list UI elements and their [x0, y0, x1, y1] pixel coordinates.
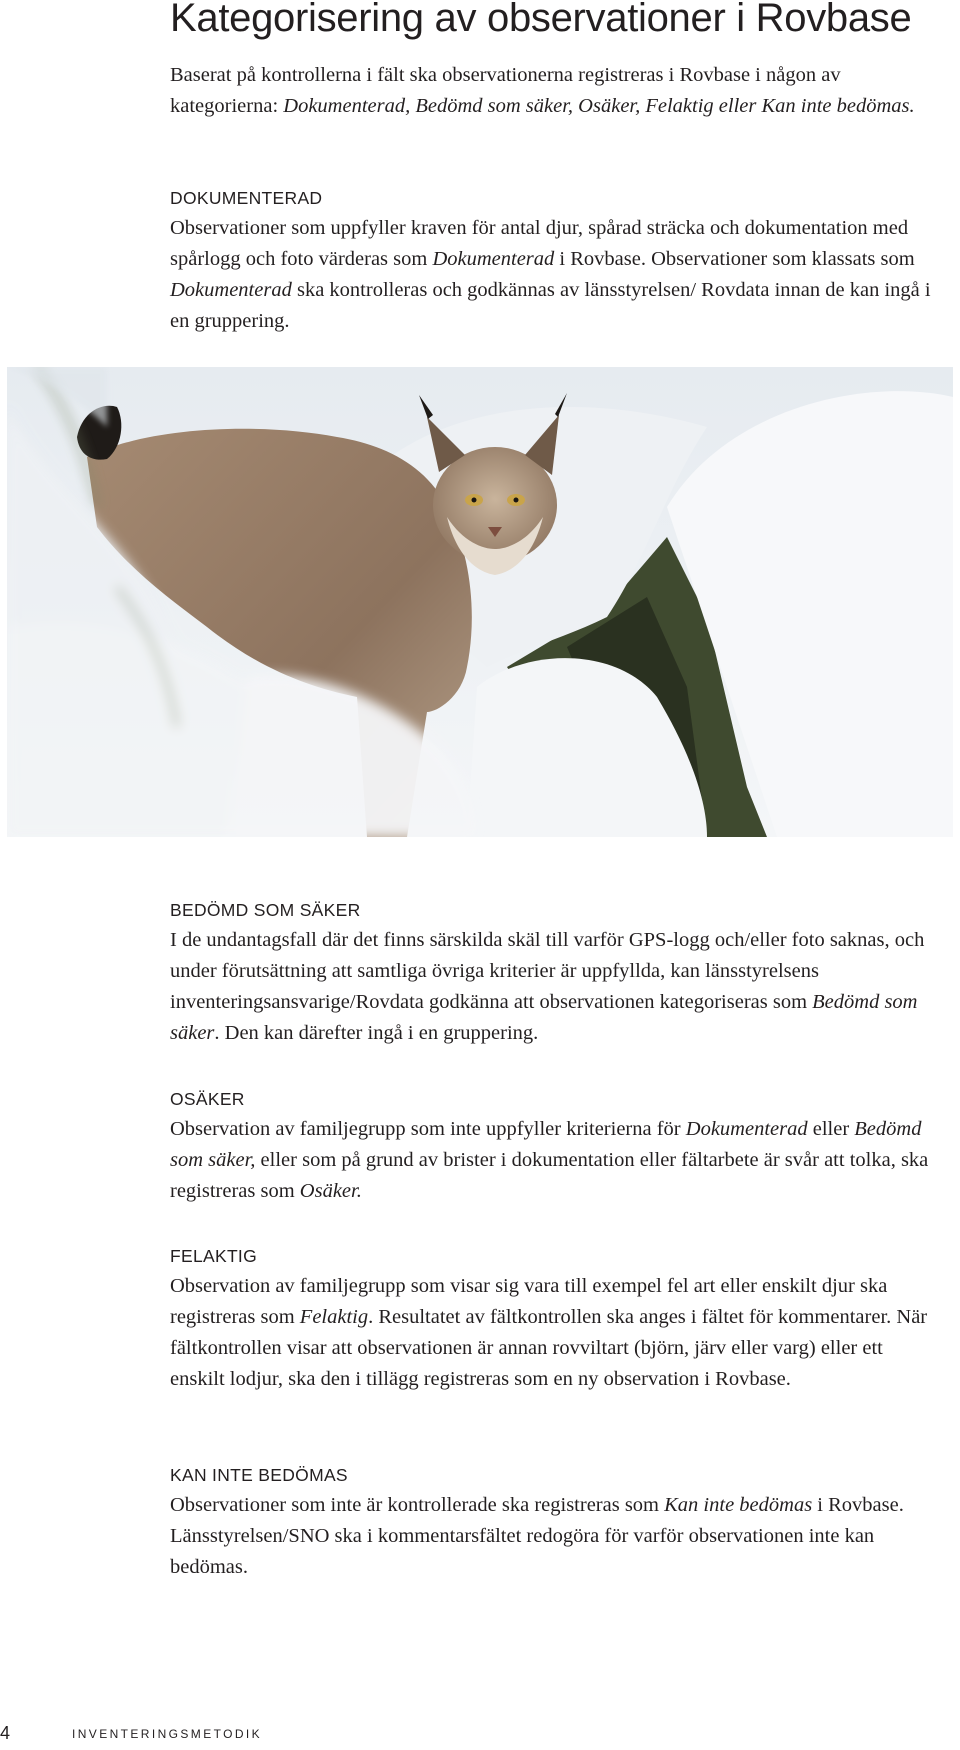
lynx-photo: [7, 367, 953, 837]
heading-dokumenterad: DOKUMENTERAD: [170, 188, 323, 208]
heading-bedomd-som-saker: BEDÖMD SOM SÄKER: [170, 900, 361, 920]
paragraph-felaktig: Observation av familjegrupp som visar sig vara till exempel fel art eller enskilt djur ska registreras som Felaktig. Resultatet av fältkontrollen ska anges i fältet för kommentarer. När fältkontrollen visar att observationen är annan rovviltart (björn, järv eller varg) eller ett enskilt lodjur, ska den i tillägg registreras som en ny observation i Rovbase.: [170, 1275, 928, 1390]
heading-felaktig: FELAKTIG: [170, 1246, 258, 1266]
footer-section-label: INVENTERINGSMETODIK: [72, 1727, 263, 1741]
page-number: 4: [0, 1723, 11, 1743]
paragraph-osaker: Observation av familjegrupp som inte uppfyller kriterierna för Dokumenterad eller Bedömd som säker, eller som på grund av brister i dokumentation eller fältarbete är svår att tolka, ska registreras som Osäker.: [170, 1118, 929, 1202]
paragraph-kan-inte-bedomas: Observationer som inte är kontrollerade ska registreras som Kan inte bedömas i Rovbase. Länsstyrelsen/SNO ska i kommentarsfältet redogöra för varför observationen inte kan bedömas.: [170, 1494, 904, 1578]
heading-kan-inte-bedomas: KAN INTE BEDÖMAS: [170, 1465, 348, 1485]
intro-paragraph: Baserat på kontrollerna i fält ska observationerna registreras i Rovbase i någon av kategorierna: Dokumenterad, Bedömd som säker, Osäker, Felaktig eller Kan inte bedömas.: [170, 64, 915, 117]
heading-osaker: OSÄKER: [170, 1089, 245, 1109]
paragraph-dokumenterad: Observationer som uppfyller kraven för antal djur, spårad sträcka och dokumentation med spårlogg och foto värderas som Dokumenterad i Rovbase. Observationer som klassats som Dokumenterad ska kontrolleras och godkännas av länsstyrelsen/ Rovdata innan de kan ingå i en gruppering.: [170, 217, 931, 332]
paragraph-bedomd-som-saker: I de undantagsfall där det finns särskilda skäl till varför GPS-logg och/eller foto saknas, och under förutsättning att samtliga övriga kriterier är uppfyllda, kan länsstyrelsens inventeringsansvarige/Rovdata godkänna att observationen kategoriseras som Bedömd som säker. Den kan därefter ingå i en gruppering.: [170, 929, 925, 1044]
page-title: Kategorisering av observationer i Rovbase: [170, 0, 912, 40]
